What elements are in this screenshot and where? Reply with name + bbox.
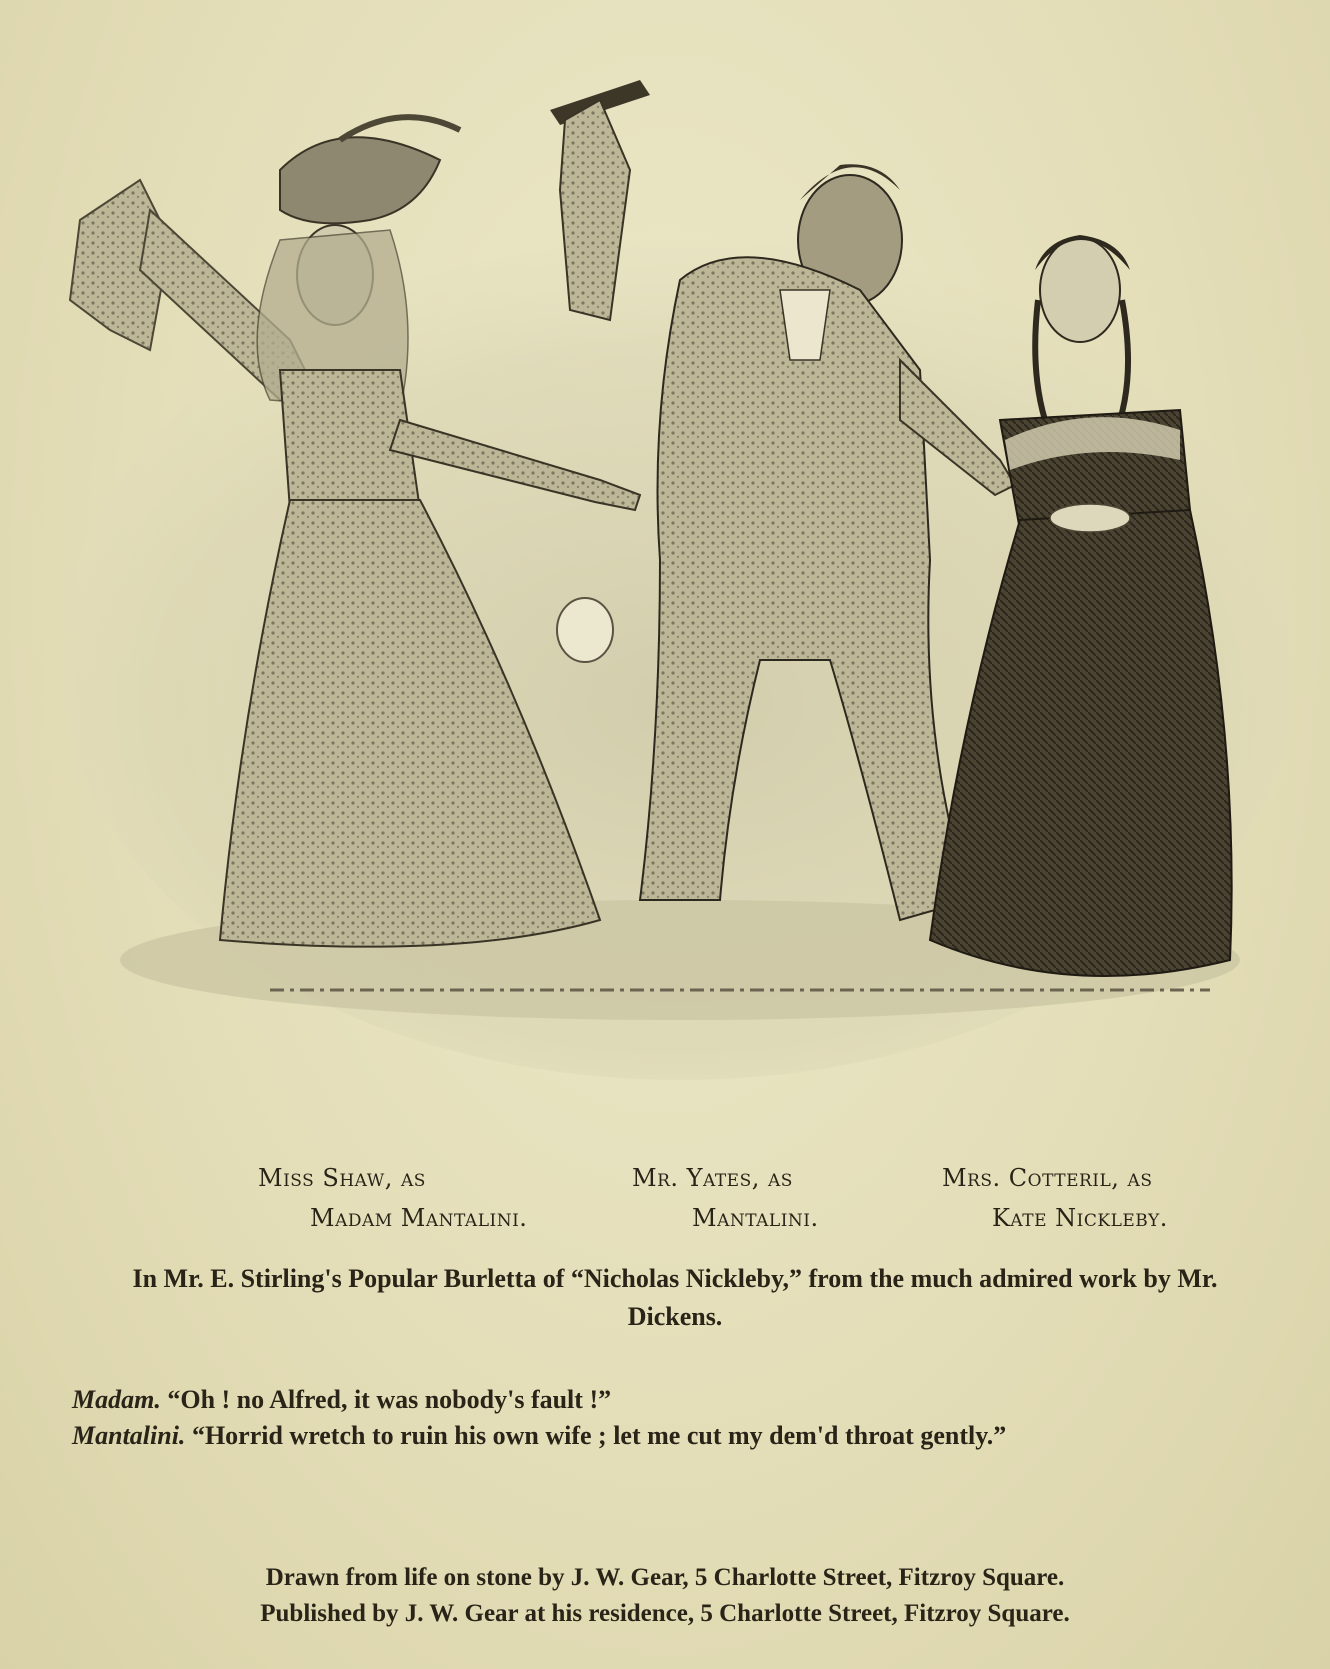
dialogue-line	[72, 1382, 1302, 1418]
credit-actor: Mrs. Cotteril, as	[942, 1164, 1153, 1192]
cast-credits	[0, 1158, 1330, 1238]
dialogue-line	[72, 1418, 1302, 1454]
credit-actor: Mr. Yates, as	[632, 1164, 793, 1192]
dialogue-text: “Horrid wretch to ruin his own wife ; let me cut my dem'd throat gently.”	[191, 1421, 1007, 1450]
dialogue-speaker: Mantalini.	[72, 1421, 186, 1450]
credit-role: Mantalini.	[692, 1204, 819, 1232]
dialogue	[72, 1382, 1302, 1454]
dialogue-text: “Oh ! no Alfred, it was nobody's fault !”	[167, 1385, 612, 1414]
lithograph-illustration	[40, 40, 1290, 1080]
credit-miss-shaw	[258, 1158, 527, 1238]
imprint-drawn-by: Drawn from life on stone by J. W. Gear, 5 Charlotte Street, Fitzroy Square.	[265, 1564, 1065, 1591]
credit-mrs-cotteril	[942, 1158, 1168, 1238]
play-note: In Mr. E. Stirling's Popular Burletta of “Nicholas Nickleby,” from the much admired work by Mr. Dickens.	[132, 1264, 1218, 1331]
credit-role: Madam Mantalini.	[310, 1204, 528, 1232]
credit-role: Kate Nickleby.	[992, 1204, 1168, 1232]
imprint	[100, 1560, 1230, 1632]
credit-mr-yates	[632, 1158, 819, 1238]
imprint-published-by: Published by J. W. Gear at his residence, 5 Charlotte Street, Fitzroy Square.	[260, 1600, 1070, 1627]
lithograph-svg	[40, 40, 1290, 1080]
dialogue-speaker: Madam.	[72, 1385, 161, 1414]
credit-actor: Miss Shaw, as	[258, 1164, 426, 1192]
